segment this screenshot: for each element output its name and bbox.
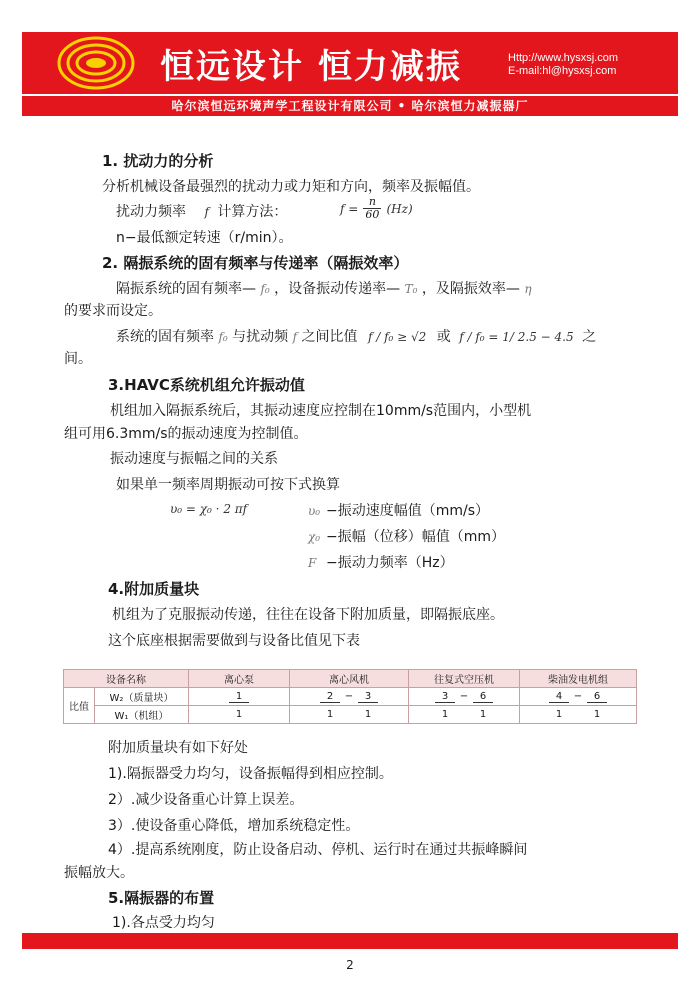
text-natural-freq: 隔振系统的固有频率— — [116, 281, 256, 297]
email-text: E-mail:hl@hysxsj.com — [508, 65, 617, 77]
compressor-top — [409, 688, 520, 706]
fan-dash: − — [344, 690, 354, 702]
formula-unit: (Hz) — [386, 202, 413, 216]
f-symbol: f — [292, 330, 298, 344]
row1-label: W₂（质量块） — [95, 688, 189, 706]
mass-ratio-table — [63, 669, 637, 724]
text-transmissibility: ，设备振动传递率— — [274, 281, 401, 297]
section2-line2: 的要求而设定。 — [64, 303, 162, 319]
compressor-bottom — [409, 706, 520, 724]
text-efficiency: ，及隔振效率— — [421, 281, 520, 297]
header-fan: 离心风机 — [290, 670, 409, 688]
benefit-item-1: 1).隔振器受力均匀，设备振幅得到相应控制。 — [108, 766, 393, 782]
website-text: Http://www.hysxsj.com — [508, 52, 619, 64]
benefit-item-4: 4）.提高系统刚度，防止设备启动、停机、运行时在通过共振峰瞬间 — [108, 842, 528, 858]
section4-para2: 这个底座根据需要做到与设备比值见下表 — [108, 633, 360, 649]
f0-symbol: f₀ — [260, 282, 270, 296]
contact-info — [508, 52, 618, 78]
t0-symbol: T₀ — [404, 282, 418, 296]
section3-para4: 如果单一频率周期振动可按下式换算 — [116, 477, 340, 493]
velocity-formula: υ₀ = χ₀ · 2 πf — [170, 502, 248, 516]
generator-bottom-2: 1 — [593, 709, 601, 720]
text-ratio-between: 之间比值 — [301, 329, 358, 345]
benefits-intro: 附加质量块有如下好处 — [108, 740, 248, 756]
generator-bottom-1: 1 — [555, 709, 563, 720]
F-symbol: F — [308, 556, 317, 570]
section3-para3: 振动速度与振幅之间的关系 — [110, 451, 278, 467]
pump-bottom-value: 1 — [235, 709, 243, 720]
freq-label: 扰动力频率 — [116, 204, 186, 220]
def-frequency — [308, 552, 454, 572]
chi-symbol: χ₀ — [308, 530, 321, 544]
pump-top-value: 1 — [229, 691, 249, 703]
text-system-freq: 系统的固有频率 — [116, 329, 214, 345]
table-header-row — [64, 670, 637, 688]
section3-para1: 机组加入隔振系统后，其振动速度应控制在10mm/s范围内，小型机 — [110, 403, 532, 419]
def-velocity — [308, 500, 489, 520]
header-banner — [22, 32, 678, 94]
freq-symbol: f — [204, 205, 209, 219]
section2-line4: 间。 — [64, 351, 92, 367]
header-generator: 柴油发电机组 — [520, 670, 637, 688]
header-equipment: 设备名称 — [64, 670, 189, 688]
compressor-dash: − — [459, 690, 469, 702]
upsilon-symbol: υ₀ — [308, 504, 321, 518]
def-frequency-text: −振动力频率（Hz） — [326, 555, 454, 571]
fan-bottom — [290, 706, 409, 724]
company-logo-icon — [56, 34, 136, 92]
eta-symbol: η — [524, 282, 532, 296]
header-compressor: 往复式空压机 — [409, 670, 520, 688]
ratio-formula-1: f / f₀ ≥ √2 — [367, 330, 427, 344]
table-row — [64, 688, 637, 706]
section2-line1 — [116, 278, 532, 298]
compressor-top-2: 6 — [473, 691, 493, 703]
formula-numerator: n — [363, 196, 381, 209]
formula-denominator: 60 — [365, 208, 380, 221]
company-name-bar: 哈尔滨恒远环境声学工程设计有限公司 • 哈尔滨恒力减振器厂 — [22, 96, 678, 116]
formula-fraction — [363, 196, 381, 221]
fan-bottom-2: 1 — [364, 709, 372, 720]
row2-label: W₁（机组） — [95, 706, 189, 724]
freq-suffix: 计算方法： — [217, 204, 288, 220]
compressor-bottom-2: 1 — [479, 709, 487, 720]
pump-bottom — [189, 706, 290, 724]
header-pump: 离心泵 — [189, 670, 290, 688]
pump-top — [189, 688, 290, 706]
fan-top-2: 3 — [358, 691, 378, 703]
section2-line3 — [116, 326, 596, 346]
fan-top — [290, 688, 409, 706]
section4-heading: 4.附加质量块 — [108, 580, 200, 598]
f0-symbol-2: f₀ — [218, 330, 228, 344]
section1-para: 分析机械设备最强烈的扰动力或力矩和方向，频率及振幅值。 — [102, 179, 480, 195]
footer-bar — [22, 933, 678, 949]
text-disturb-freq: 与扰动频 — [232, 329, 289, 345]
generator-top-2: 6 — [587, 691, 607, 703]
generator-bottom — [520, 706, 637, 724]
def-amplitude — [308, 526, 505, 546]
compressor-bottom-1: 1 — [441, 709, 449, 720]
text-zhi: 之 — [582, 329, 597, 345]
formula-lhs: f = — [340, 202, 359, 216]
section5-item1: 1).各点受力均匀 — [112, 915, 215, 931]
ratio-label: 比值 — [64, 688, 95, 724]
section3-para2: 组可用6.3mm/s的振动速度为控制值。 — [64, 426, 308, 442]
benefit-item-3: 3）.使设备重心降低，增加系统稳定性。 — [108, 818, 360, 834]
def-velocity-text: −振动速度幅值（mm/s） — [326, 503, 490, 519]
n-definition: n−最低额定转速（r/min）。 — [116, 230, 293, 246]
generator-top-1: 4 — [549, 691, 569, 703]
freq-formula — [340, 196, 413, 221]
generator-dash: − — [573, 690, 583, 702]
section3-heading: 3.HAVC系统机组允许振动值 — [108, 376, 305, 394]
section5-heading: 5.隔振器的布置 — [108, 889, 215, 907]
compressor-top-1: 3 — [435, 691, 455, 703]
generator-top — [520, 688, 637, 706]
benefit-item-2: 2）.减少设备重心计算上误差。 — [108, 792, 304, 808]
benefit-item-4-cont: 振幅放大。 — [64, 865, 134, 881]
ratio-formula-2: f / f₀ = 1/ 2.5 − 4.5 — [459, 330, 574, 344]
brand-title: 恒远设计 恒力减振 — [160, 47, 462, 87]
text-or: 或 — [436, 329, 451, 345]
def-amplitude-text: −振幅（位移）幅值（mm） — [326, 529, 506, 545]
fan-bottom-1: 1 — [326, 709, 334, 720]
page-number: 2 — [346, 958, 354, 972]
section4-para1: 机组为了克服振动传递，往往在设备下附加质量，即隔振底座。 — [112, 607, 504, 623]
table-row — [64, 706, 637, 724]
freq-line — [116, 201, 287, 221]
fan-top-1: 2 — [320, 691, 340, 703]
section1-heading: 1. 扰动力的分析 — [102, 152, 214, 170]
section2-heading: 2. 隔振系统的固有频率与传递率（隔振效率） — [102, 254, 409, 272]
